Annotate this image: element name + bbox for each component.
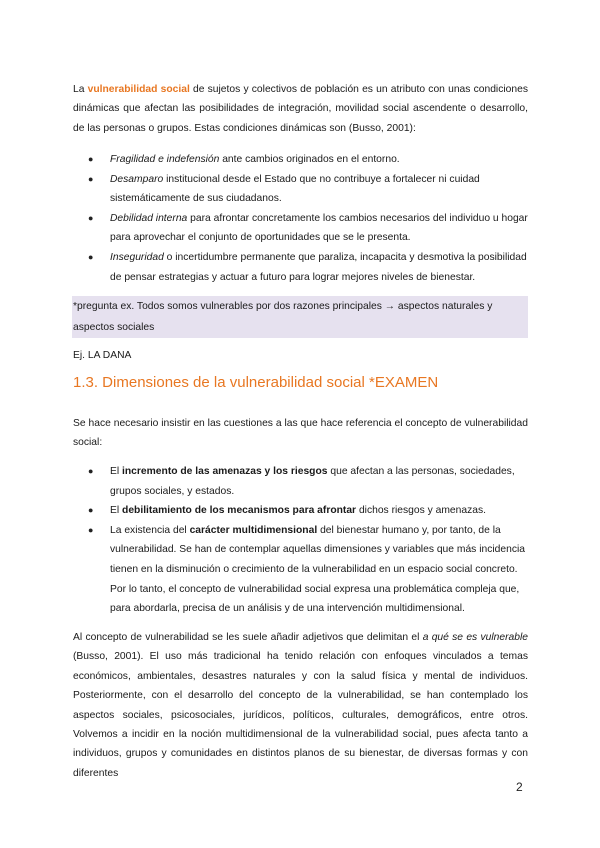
list-item-term: Debilidad interna	[110, 212, 188, 224]
list-item	[88, 209, 530, 248]
list-item	[88, 150, 530, 170]
list-item-text: para afrontar concretamente los cambios necesarios del individuo u hogar para aprovechar el conjunto de oportunidades que se le presenta.	[110, 212, 528, 244]
closing-text: (Busso, 2001). El uso más tradicional ha tenido relación con enfoques vinculados a temas económicos, ambientales, desastres naturales y con la salud física y mental de individuos. Posteriormente, con el desarrollo del concepto de la vulnerabilidad, se han contemplado los aspectos sociales, psicosociales, jurídicos, políticos, culturales, demográficos, entre otros. Volvemos a incidir en la noción multidimensional de la vulnerabilidad social, pues afecta tanto a individuos, grupos y comunidades en distintos planos de su bienestar, de diversas formas y con diferentes	[73, 651, 528, 779]
dimensions-list	[0, 462, 600, 619]
exam-note: *pregunta ex. Todos somos vulnerables por dos razones principales → aspectos naturales y aspectos sociales	[73, 301, 493, 333]
list-item-text: del bienestar humano y, por tanto, de la vulnerabilidad. Se han de contemplar aquellas dimensiones y variables que más incidencia tienen en la disminución o crecimiento de la vulnerabilidad en un espacio social concreto. Por lo tanto, el concepto de vulnerabilidad social expresa una problemática compleja que, para abordarla, precisa de un análisis y de una intervención multidimensional.	[110, 524, 525, 615]
intro-paragraph	[73, 80, 528, 138]
bullet-icon: ●	[88, 212, 94, 223]
intro-prefix: La	[73, 84, 88, 95]
conditions-list	[0, 150, 600, 287]
list-item	[88, 501, 530, 521]
page-number: 2	[516, 780, 523, 794]
closing-paragraph	[73, 628, 528, 783]
closing-emphasis: a qué se es vulnerable	[422, 632, 528, 643]
list-item	[88, 170, 530, 209]
list-item-text: institucional desde el Estado que no contribuye a fortalecer ni cuidad sistemáticamente de sus ciudadanos.	[110, 173, 480, 205]
list-item-text: ante cambios originados en el entorno.	[219, 154, 400, 165]
list-item-term: Desamparo	[110, 173, 164, 185]
example-label: Ej. LA DANA	[73, 350, 132, 361]
bullet-icon: ●	[88, 524, 94, 535]
list-item-text: dichos riesgos y amenazas.	[356, 505, 486, 517]
intro-text: de sujetos y colectivos de población es un atributo con unas condiciones dinámicas que afectan las posibilidades de integración, movilidad social ascendente o desarrollo, de las personas o grupos. Estas condiciones dinámicas son (Busso, 2001):	[73, 84, 528, 134]
list-item-term: Fragilidad e indefensión	[110, 154, 220, 165]
list-item-term: Inseguridad	[110, 251, 164, 263]
highlight-term: vulnerabilidad social	[87, 84, 190, 95]
list-item	[88, 462, 530, 501]
bullet-icon: ●	[88, 505, 94, 516]
list-item-pre: El	[110, 466, 123, 477]
section-heading: 1.3. Dimensiones de la vulnerabilidad social *EXAMEN	[73, 374, 439, 391]
list-item	[88, 248, 530, 287]
section-intro: Se hace necesario insistir en las cuestiones a las que hace referencia el concepto de vulnerabilidad social:	[73, 418, 528, 449]
bullet-icon: ●	[88, 251, 94, 262]
list-item-bold: debilitamiento de los mecanismos para afrontar	[122, 505, 357, 517]
list-item	[88, 521, 530, 619]
list-item-text: que afectan a las personas, sociedades, grupos sociales, y estados.	[110, 466, 515, 497]
list-item-text: o incertidumbre permanente que paraliza, incapacita y desmotiva la posibilidad de pensar estrategias y actuar a futuro para lograr mejores niveles de bienestar.	[110, 251, 527, 283]
bullet-icon: ●	[88, 173, 94, 184]
list-item-bold: carácter multidimensional	[189, 524, 318, 536]
bullet-icon: ●	[88, 154, 94, 164]
list-item-pre: El	[110, 505, 123, 517]
list-item-pre: La existencia del	[110, 524, 190, 536]
bullet-icon: ●	[88, 466, 94, 476]
closing-pre: Al concepto de vulnerabilidad se les suele añadir adjetivos que delimitan el	[73, 632, 423, 643]
list-item-bold: incremento de las amenazas y los riesgos	[122, 466, 328, 477]
